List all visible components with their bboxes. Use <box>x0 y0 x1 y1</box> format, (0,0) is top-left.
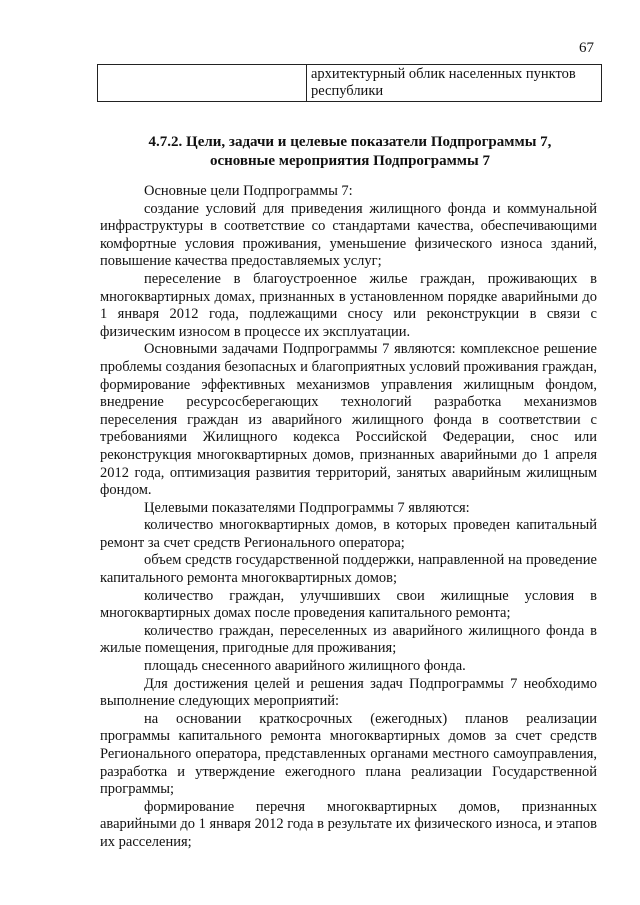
paragraph: площадь снесенного аварийного жилищного фонда. <box>144 658 466 675</box>
heading-line-1: 4.7.2. Цели, задачи и целевые показатели Подпрограммы 7, <box>148 134 552 150</box>
paragraph: Основными задачами Подпрограммы 7 являются: комплексное решение проблемы создания безопасных и благоприятных условий проживания граждан, формирование эффективных механизмов управления жилищным фондом, внедрение ресурсосберегающих технологий разработка механизмов переселения граждан из аварийного жилищного фонда в соответствии с требованиями Жилищного кодекса Российской Федерации, снос или реконструкция многоквартирных домов, признанных аварийными до 1 апреля 2012 года, оптимизация развития территорий, занятых аварийным жилищным фондом. <box>100 341 597 499</box>
paragraph: количество граждан, улучшивших свои жилищные условия в многоквартирных домах после проведения капитального ремонта; <box>100 587 597 622</box>
table-cell-left <box>98 65 307 102</box>
paragraph: количество многоквартирных домов, в которых проведен капитальный ремонт за счет средств Регионального оператора; <box>100 517 597 551</box>
paragraph: переселение в благоустроенное жилье граждан, проживающих в многоквартирных домах, признанных в установленном порядке аварийными до 1 января 2012 года, подлежащими сносу или реконструкции в связи с физическим износом в процессе их эксплуатации. <box>100 270 597 340</box>
section-heading <box>100 133 600 171</box>
table-cell-right: архитектурный облик населенных пунктов республики <box>307 65 602 102</box>
paragraph: на основании краткосрочных (ежегодных) планов реализации программы капитального ремонта многоквартирных домов за счет средств Регионального оператора, представленных органами местного самоуправления, разработка и утверждение ежегодного плана реализации Государственной программы; <box>100 710 597 798</box>
paragraph: формирование перечня многоквартирных домов, признанных аварийными до 1 января 2012 года в результате их физического износа, и этапов их расселения; <box>100 798 597 850</box>
paragraph: Основные цели Подпрограммы 7: <box>144 183 353 199</box>
paragraph: объем средств государственной поддержки, направленной на проведение капитального ремонта многоквартирных домов; <box>100 552 597 587</box>
table-row <box>98 65 602 102</box>
paragraph: количество граждан, переселенных из аварийного жилищного фонда в жилые помещения, пригодные для проживания; <box>100 622 597 657</box>
paragraph: Для достижения целей и решения задач Подпрограммы 7 необходимо выполнение следующих мероприятий: <box>100 675 597 710</box>
page-number: 67 <box>579 40 594 56</box>
body-text <box>100 183 597 852</box>
heading-line-2: основные мероприятия Подпрограммы 7 <box>210 153 490 169</box>
continuation-table <box>97 64 602 102</box>
paragraph: Целевыми показателями Подпрограммы 7 являются: <box>144 499 470 516</box>
paragraph: создание условий для приведения жилищного фонда и коммунальной инфраструктуры в соответствие со стандартами качества, обеспечивающими комфортные условия проживания, уменьшение физического износа зданий, повышение качества предоставляемых услуг; <box>100 200 597 270</box>
